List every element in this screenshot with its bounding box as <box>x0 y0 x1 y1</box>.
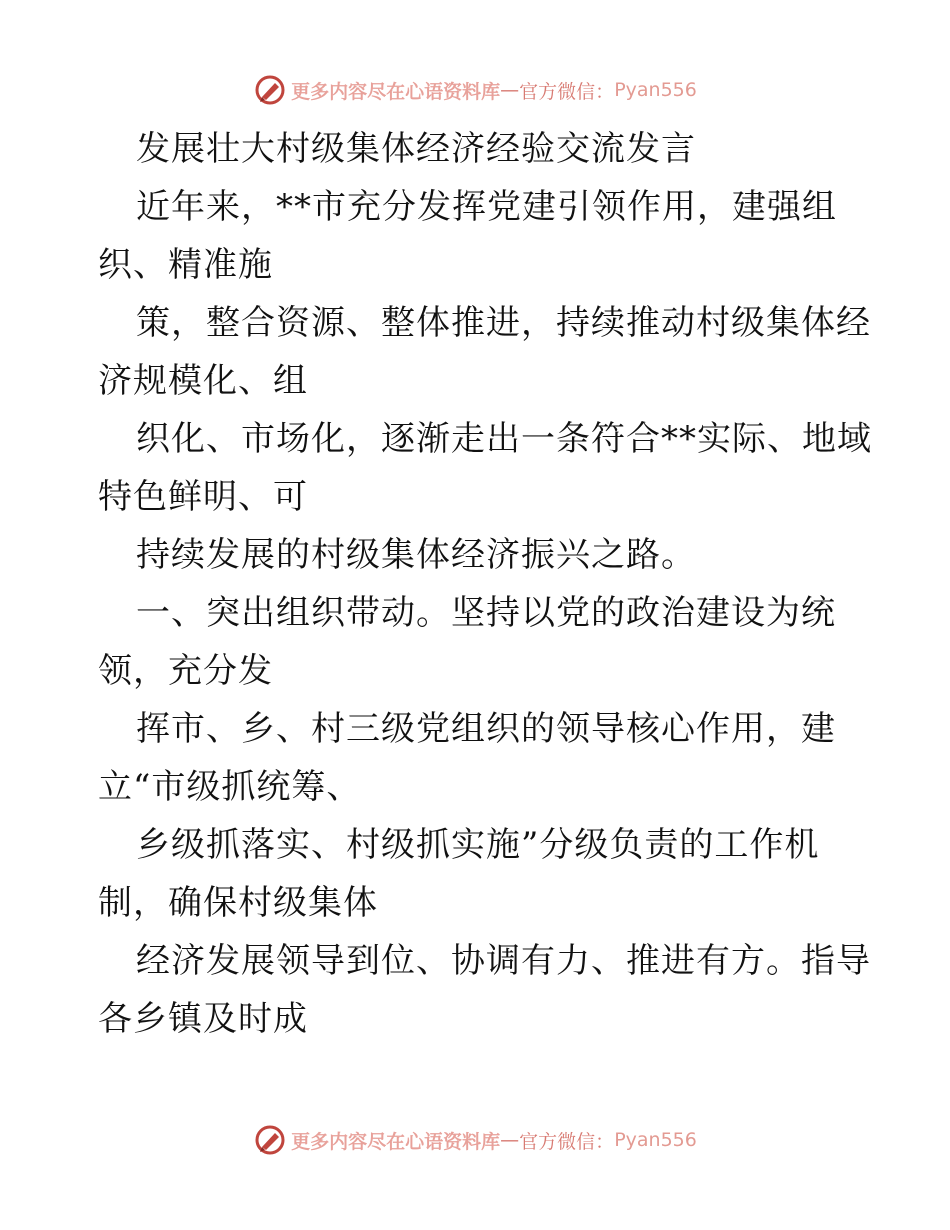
header-watermark-banner <box>0 70 950 110</box>
paragraph-line: 经济发展领导到位、协调有力、推进有方。指导 <box>136 941 871 981</box>
banner-wechat-label: 官方微信： <box>519 1130 615 1153</box>
document-title: 发展壮大村级集体经济经验交流发言 <box>136 129 696 169</box>
paragraph-line: 一、突出组织带动。坚持以党的政治建设为统 <box>136 593 836 633</box>
banner-main-text: 更多内容尽在心语资料库 <box>291 80 501 103</box>
paragraph-line: 织、精准施 <box>98 245 273 285</box>
paragraph-line: 各乡镇及时成 <box>98 999 308 1039</box>
footer-watermark-banner <box>0 1120 950 1160</box>
banner-dash: — <box>500 1129 520 1151</box>
paragraph-line: 制，确保村级集体 <box>98 883 378 923</box>
pen-logo-icon <box>253 1123 287 1157</box>
paragraph-line: 策，整合资源、整体推进，持续推动村级集体经 <box>136 303 871 343</box>
banner-main-text: 更多内容尽在心语资料库 <box>291 1130 501 1153</box>
paragraph-line: 挥市、乡、村三级党组织的领导核心作用，建 <box>136 709 836 749</box>
paragraph-line: 领，充分发 <box>98 651 273 691</box>
pen-logo-icon <box>253 73 287 107</box>
paragraph-line: 特色鲜明、可 <box>98 477 308 517</box>
paragraph-line: 乡级抓落实、村级抓实施”分级负责的工作机 <box>136 825 820 865</box>
document-body <box>98 120 888 1048</box>
paragraph-line: 近年来，**市充分发挥党建引领作用，建强组 <box>136 187 837 227</box>
paragraph-line: 济规模化、组 <box>98 361 308 401</box>
banner-wechat-label: 官方微信： <box>519 80 615 103</box>
banner-dash: — <box>500 79 520 101</box>
paragraph-line: 立“市级抓统筹、 <box>98 767 362 807</box>
paragraph-line: 织化、市场化，逐渐走出一条符合**实际、地域 <box>136 419 872 459</box>
banner-wechat-id: Pyan556 <box>614 1129 697 1151</box>
banner-wechat-id: Pyan556 <box>614 79 697 101</box>
paragraph-line: 持续发展的村级集体经济振兴之路。 <box>136 535 696 575</box>
